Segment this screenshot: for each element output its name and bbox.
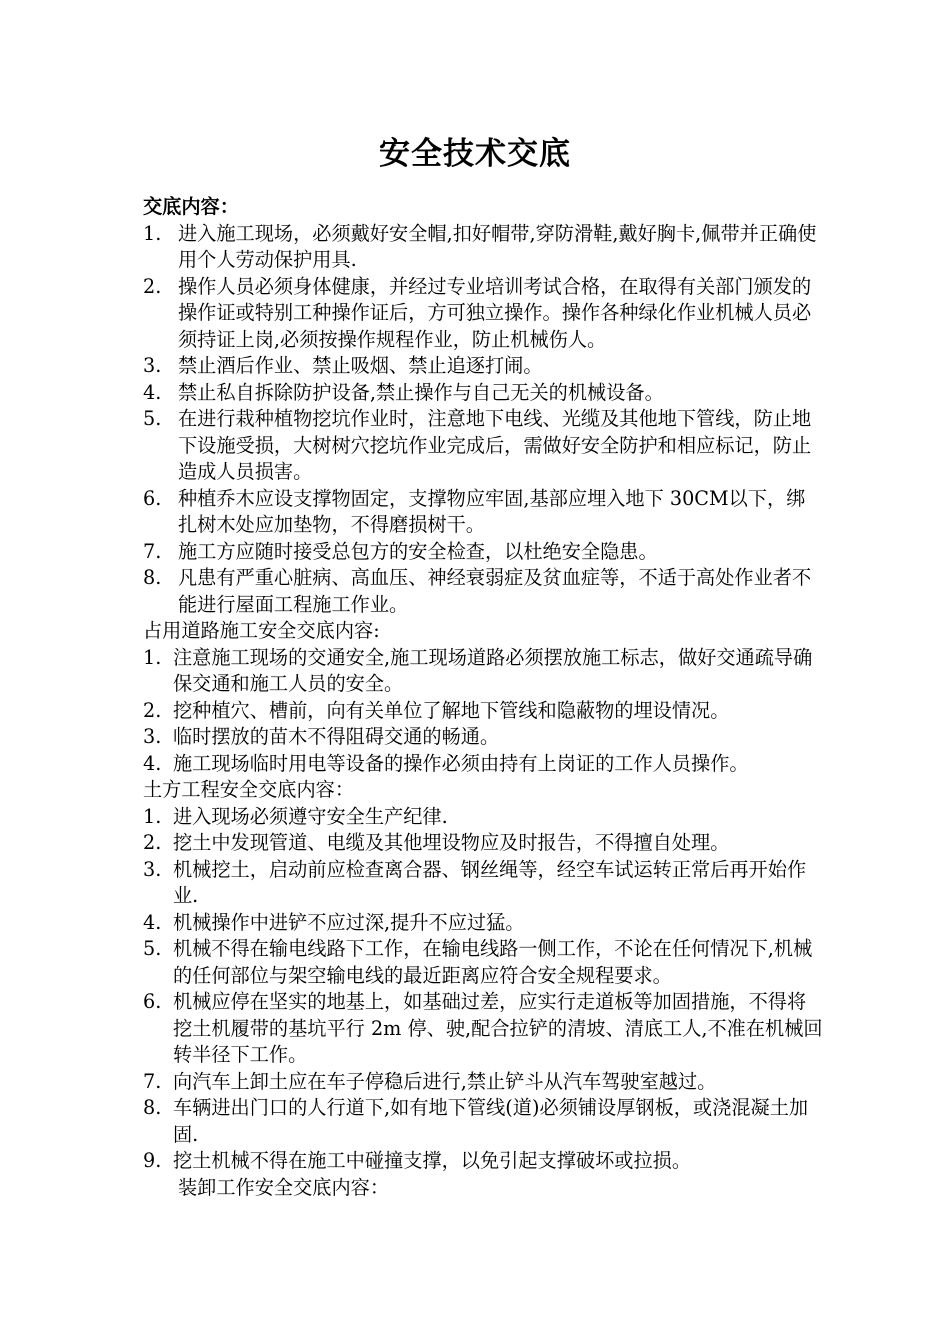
item-number: 4. — [143, 910, 162, 934]
section-heading-loading: 装卸工作安全交底内容： — [178, 1175, 390, 1199]
list-item — [143, 645, 823, 698]
item-number: 2. — [143, 698, 162, 722]
item-number: 5. — [143, 407, 162, 430]
item-number: 3. — [143, 354, 162, 377]
earthwork-list — [143, 804, 823, 1175]
item-text: 种植乔木应设支撑物固定，支撑物应牢固,基部应埋入地下 30CM以下，绑扎树木处应加垫物，不得磨损树干。 — [178, 486, 806, 536]
item-number: 1. — [143, 221, 162, 245]
list-item — [143, 1148, 823, 1175]
list-item — [143, 830, 823, 857]
list-item — [143, 751, 823, 778]
item-text: 挖土机械不得在施工中碰撞支撑，以免引起支撑破坏或拉损。 — [173, 1149, 692, 1172]
item-number: 7. — [143, 539, 162, 563]
list-item — [143, 274, 823, 354]
list-item — [143, 486, 823, 539]
item-number: 3. — [143, 725, 162, 748]
list-item — [143, 539, 823, 566]
list-item — [143, 936, 823, 989]
list-item — [143, 857, 823, 910]
item-number: 4. — [143, 751, 162, 775]
item-text: 挖土中发现管道、电缆及其他埋设物应及时报告，不得擅自处理。 — [173, 831, 730, 854]
item-number: 2. — [143, 831, 162, 854]
list-item — [143, 989, 823, 1069]
item-number: 1. — [143, 645, 162, 669]
item-text: 挖种植穴、槽前，向有关单位了解地下管线和隐蔽物的埋设情况。 — [173, 698, 730, 722]
item-text: 车辆进出门口的人行道下,如有地下管线(道)必须铺设厚钢板，或浇混凝土加固. — [173, 1096, 809, 1146]
list-item — [143, 724, 823, 751]
item-text: 机械不得在输电线路下工作，在输电线路一侧工作，不论在任何情况下,机械的任何部位与架空输电线的最近距离应符合安全规程要求。 — [173, 937, 813, 987]
item-number: 5. — [143, 937, 162, 960]
item-text: 向汽车上卸土应在车子停稳后进行,禁止铲斗从汽车驾驶室越过。 — [173, 1069, 717, 1093]
item-text: 施工方应随时接受总包方的安全检查，以杜绝安全隐患。 — [178, 539, 658, 563]
item-number: 8. — [143, 1096, 162, 1119]
item-number: 6. — [143, 486, 162, 510]
item-number: 7. — [143, 1069, 162, 1093]
item-text: 临时摆放的苗木不得阻碍交通的畅通。 — [173, 725, 500, 748]
item-text: 机械挖土，启动前应检查离合器、钢丝绳等，经空车试运转正常后再开始作业. — [173, 857, 807, 907]
document-title: 安全技术交底 — [379, 136, 571, 172]
item-number: 3. — [143, 857, 162, 881]
item-text: 禁止私自拆除防护设备,禁止操作与自己无关的机械设备。 — [178, 380, 664, 404]
item-number: 1. — [143, 804, 162, 828]
list-item — [143, 406, 823, 486]
item-text: 施工现场临时用电等设备的操作必须由持有上岗证的工作人员操作。 — [173, 751, 749, 775]
item-text: 禁止酒后作业、禁止吸烟、禁止追逐打闹。 — [178, 354, 543, 377]
list-item — [143, 1069, 823, 1096]
item-number: 6. — [143, 990, 162, 1013]
list-item — [143, 565, 823, 618]
item-number: 8. — [143, 566, 162, 589]
list-item — [143, 353, 823, 380]
item-text: 注意施工现场的交通安全,施工现场道路必须摆放施工标志，做好交通疏导确保交通和施工人员的安全。 — [173, 645, 813, 695]
item-number: 9. — [143, 1149, 162, 1172]
item-text: 机械操作中进铲不应过深,提升不应过猛。 — [173, 910, 525, 934]
item-number: 2. — [143, 274, 162, 298]
list-item — [143, 380, 823, 407]
road-list — [143, 645, 823, 778]
list-item — [143, 1095, 823, 1148]
list-item — [143, 804, 823, 831]
item-text: 进入现场必须遵守安全生产纪律. — [173, 804, 448, 828]
item-text: 进入施工现场，必须戴好安全帽,扣好帽带,穿防滑鞋,戴好胸卡,佩带并正确使用个人劳动保护用具. — [178, 221, 817, 271]
section-heading-road: 占用道路施工安全交底内容: — [143, 619, 380, 642]
item-number: 4. — [143, 380, 162, 404]
item-text: 操作人员必须身体健康，并经过专业培训考试合格，在取得有关部门颁发的操作证或特别工种操作证后，方可独立操作。操作各种绿化作业机械人员必须持证上岗,必须按操作规程作业，防止机械伤人。 — [178, 274, 812, 351]
section-heading-earthwork: 土方工程安全交底内容： — [143, 778, 355, 801]
document-body — [143, 194, 823, 1201]
item-text: 凡患有严重心脏病、高血压、神经衰弱症及贫血症等，不适于高处作业者不能进行屋面工程施工作业。 — [178, 566, 812, 616]
list-item — [143, 910, 823, 937]
item-text: 在进行栽种植物挖坑作业时，注意地下电线、光缆及其他地下管线，防止地下设施受损，大树树穴挖坑作业完成后，需做好安全防护和相应标记，防止造成人员损害。 — [178, 407, 812, 483]
item-text: 机械应停在坚实的地基上，如基础过差，应实行走道板等加固措施，不得将挖土机履带的基坑平行 2m 停、驶,配合拉铲的清坡、清底工人,不准在机械回转半径下工作。 — [173, 990, 823, 1066]
list-item — [143, 698, 823, 725]
section-heading-main: 交底内容： — [143, 195, 239, 218]
list-item — [143, 221, 823, 274]
main-list — [143, 221, 823, 619]
